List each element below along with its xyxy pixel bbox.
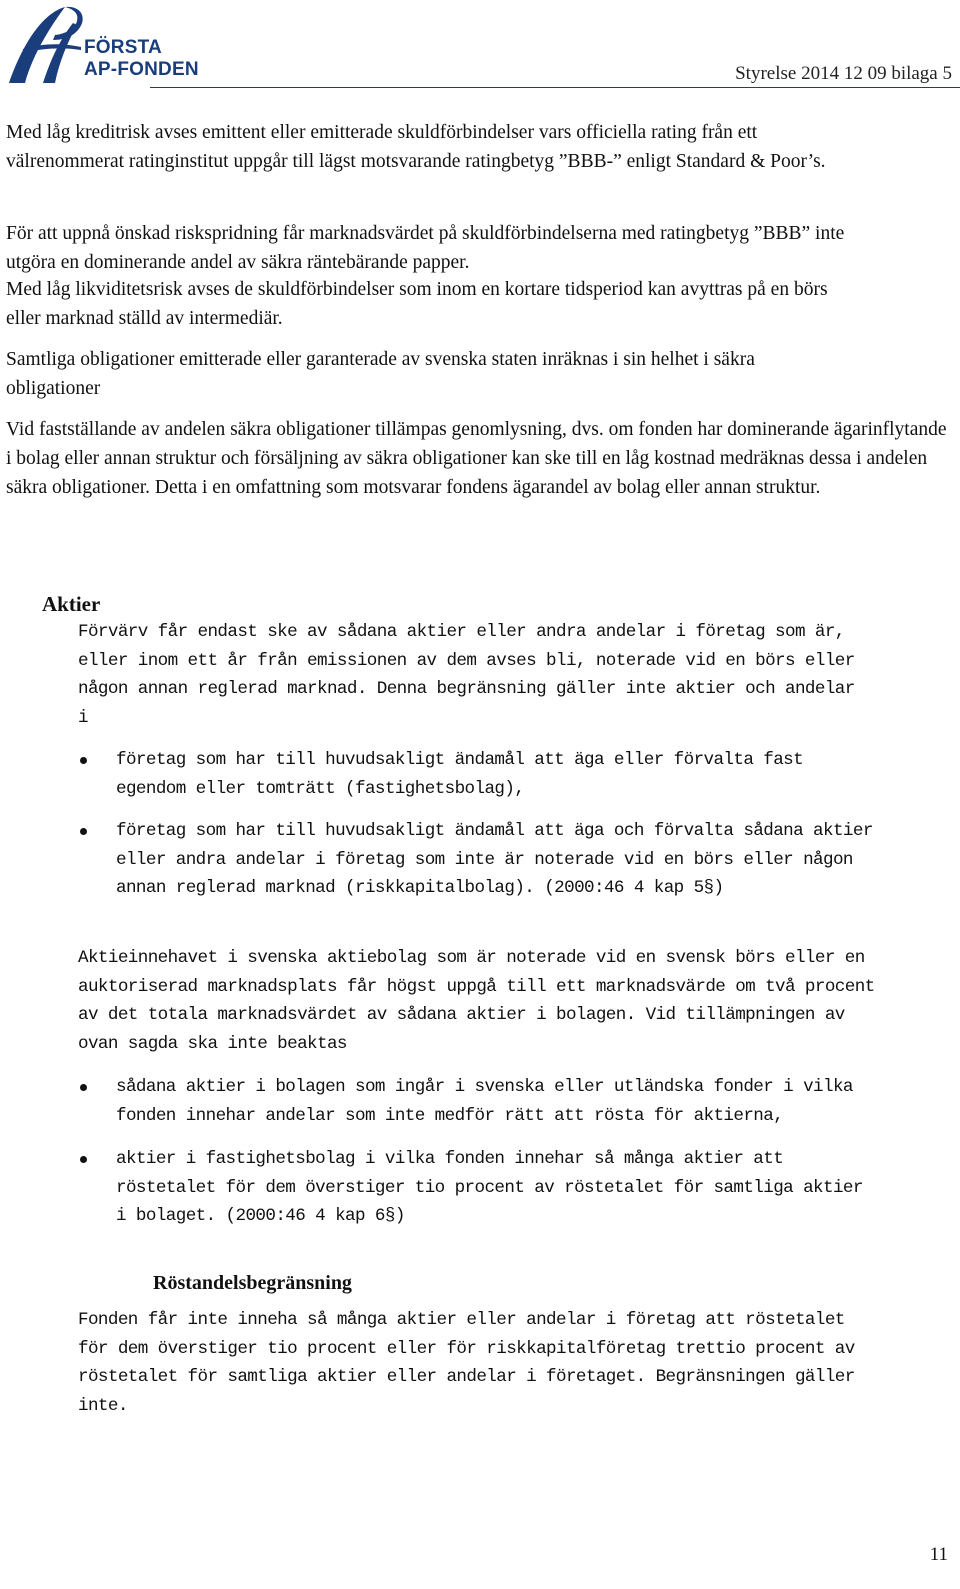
rostandel-paragraph: Fonden får inte inneha så många aktier eller andelar i företag att röstetalet för dem överstiger tio procent eller för riskkapitalföretag trettio procent av röstetalet för samtliga aktier eller andelar i företaget. Begränsningen gäller inte. bbox=[78, 1310, 855, 1416]
aktier-paragraph-2: Aktieinnehavet i svenska aktiebolag som är noterade vid en svensk börs eller en auktoriserad marknadsplats får högst uppgå till ett marknadsvärde om två procent av det totala marknadsvärdet av sådana aktier i bolagen. Vid tillämpningen av ovan sagda ska inte beaktas bbox=[78, 948, 875, 1054]
header-rule bbox=[150, 87, 960, 88]
intro-paragraph-1: Med låg kreditrisk avses emittent eller emitterade skuldförbindelser vars officiella rating från ett välrenommerat ratinginstitut uppgår till lägst motsvarande ratingbetyg ”BBB-” enligt Standard & Poor’s. bbox=[6, 122, 826, 172]
list-item bbox=[80, 1145, 880, 1235]
logo-line-1: FÖRSTA bbox=[84, 37, 162, 58]
list-item bbox=[80, 817, 880, 907]
page-number: 11 bbox=[929, 1544, 948, 1565]
logo-line-2: AP-FONDEN bbox=[84, 59, 199, 80]
list-item-text: företag som har till huvudsakligt ändamål att äga och förvalta sådana aktier eller andra andelar i företag som inte är noterade vid en börs eller någon annan reglerad marknad (riskkapitalbolag). (2000:46 4 kap 5§) bbox=[116, 821, 873, 899]
section-heading-rostandelsbegransning: Röstandelsbegränsning bbox=[153, 1272, 352, 1294]
bullet-icon bbox=[80, 1084, 87, 1091]
intro-paragraph-4: Samtliga obligationer emitterade eller garanterade av svenska staten inräknas i sin helhet i säkra obligationer bbox=[6, 349, 755, 399]
list-item-text: företag som har till huvudsakligt ändamål att äga eller förvalta fast egendom eller tomträtt (fastighetsbolag), bbox=[116, 750, 804, 799]
intro-paragraph-5: Vid fastställande av andelen säkra obligationer tillämpas genomlysning, dvs. om fonden har dominerande ägarinflytande i bolag eller annan struktur och försäljning av säkra obligationer kan ske till en låg kostnad medräknas dessa i andelen säkra obligationer. Detta i en omfattning som motsvarar fondens ägarandel av bolag eller annan struktur. bbox=[6, 419, 947, 498]
page-header bbox=[0, 0, 960, 92]
list-item bbox=[80, 1073, 880, 1133]
list-item bbox=[80, 746, 880, 806]
intro-paragraph-3: Med låg likviditetsrisk avses de skuldförbindelser som inom en kortare tidsperiod kan avyttras på en börs eller marknad ställd av intermediär. bbox=[6, 279, 828, 329]
list-item-text: sådana aktier i bolagen som ingår i svenska eller utländska fonder i vilka fonden innehar andelar som inte medför rätt att rösta för aktierna, bbox=[116, 1077, 853, 1126]
list-item-text: aktier i fastighetsbolag i vilka fonden innehar så många aktier att röstetalet för dem överstiger tio procent av röstetalet för samtliga aktier i bolaget. (2000:46 4 kap 6§) bbox=[116, 1149, 863, 1227]
section-heading-aktier: Aktier bbox=[42, 592, 101, 616]
intro-paragraph-2: För att uppnå önskad riskspridning får marknadsvärdet på skuldförbindelserna med ratingbetyg ”BBB” inte utgöra en dominerande andel av säkra räntebärande papper. bbox=[6, 223, 845, 273]
bullet-icon bbox=[80, 828, 87, 835]
logo-wordmark bbox=[84, 37, 199, 81]
document-reference: Styrelse 2014 12 09 bilaga 5 bbox=[735, 63, 952, 84]
bullet-icon bbox=[80, 1156, 87, 1163]
bullet-icon bbox=[80, 757, 87, 764]
aktier-paragraph-1: Förvärv får endast ske av sådana aktier eller andra andelar i företag som är, eller inom ett år från emissionen av dem avses bli, noterade vid en börs eller någon annan reglerad marknad. Denna begränsning gäller inte aktier och andelar i bbox=[78, 622, 855, 728]
